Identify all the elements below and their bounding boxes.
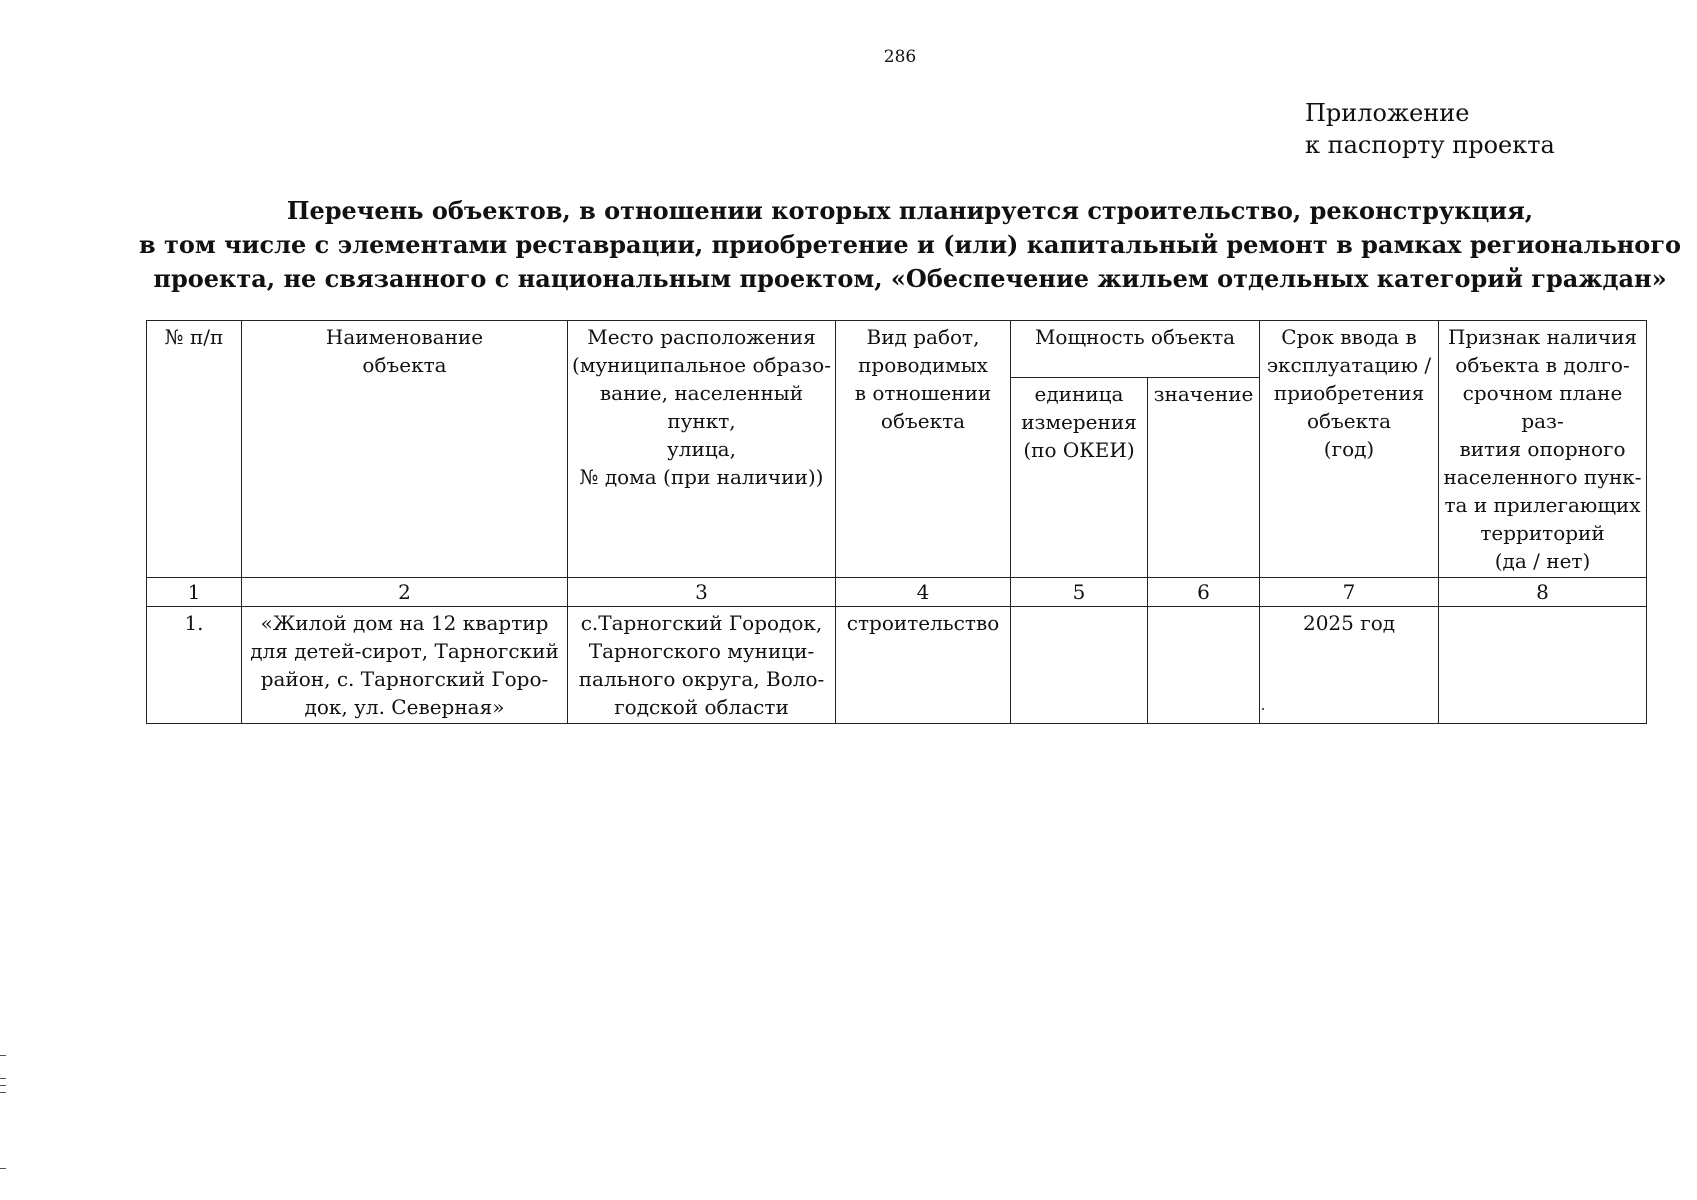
header-deadline: Срок ввода в эксплуатацию / приобретения объекта (год) <box>1260 321 1439 578</box>
column-index: 6 <box>1148 578 1260 607</box>
table-row <box>147 607 1647 724</box>
scan-artifact <box>0 1168 6 1169</box>
scan-artifact <box>0 1092 6 1093</box>
header-value: значение <box>1148 378 1260 578</box>
column-index: 5 <box>1011 578 1148 607</box>
row-deadline: 2025 год <box>1260 607 1439 724</box>
page-number: 286 <box>883 47 917 67</box>
column-index: 1 <box>147 578 242 607</box>
scan-artifact <box>0 1055 6 1056</box>
row-unit <box>1011 607 1148 724</box>
row-num: 1. <box>147 607 242 724</box>
header-unit: единица измерения (по ОКЕИ) <box>1011 378 1148 578</box>
header-num: № п/п <box>147 321 242 578</box>
scan-artifact <box>0 1078 6 1079</box>
column-index: 3 <box>568 578 836 607</box>
row-sign <box>1439 607 1647 724</box>
header-row-top <box>147 321 1647 378</box>
appendix-line-2: к паспорту проекта <box>1305 131 1555 159</box>
row-location: с.Тарногский Городок, Тарногского муници- пального округа, Воло- годской области <box>568 607 836 724</box>
objects-table <box>146 320 1647 724</box>
row-work-type: строительство <box>836 607 1011 724</box>
header-location: Место расположения (муниципальное образо- вание, населенный пункт, улица, № дома (при наличии)) <box>568 321 836 578</box>
column-index-row <box>147 578 1647 607</box>
scan-artifact <box>0 1085 6 1086</box>
document-title <box>130 194 1690 296</box>
header-name: Наименование объекта <box>242 321 568 578</box>
column-index: 7 <box>1260 578 1439 607</box>
title-line-3: проекта, не связанного с национальным проектом, «Обеспечение жильем отдельных категорий граждан» <box>153 264 1667 293</box>
header-sign: Признак наличия объекта в долго- срочном плане раз- вития опорного населенного пунк- та и прилегающих территорий (да / нет) <box>1439 321 1647 578</box>
row-name: «Жилой дом на 12 квартир для детей-сирот, Тарногский район, с. Тарногский Горо- док, ул. Северная» <box>242 607 568 724</box>
title-line-2: в том числе с элементами реставрации, приобретение и (или) капитальный ремонт в рамках регионального <box>138 230 1682 259</box>
column-index: 8 <box>1439 578 1647 607</box>
title-line-1: Перечень объектов, в отношении которых планируется строительство, реконструкция, <box>286 196 1534 225</box>
row-value <box>1148 607 1260 724</box>
header-work-type: Вид работ, проводимых в отношении объекта <box>836 321 1011 578</box>
appendix-line-1: Приложение <box>1305 99 1470 127</box>
column-index: 2 <box>242 578 568 607</box>
column-index: 4 <box>836 578 1011 607</box>
scan-artifact <box>1262 708 1264 710</box>
header-capacity: Мощность объекта <box>1011 321 1260 378</box>
appendix-note <box>1305 97 1555 161</box>
